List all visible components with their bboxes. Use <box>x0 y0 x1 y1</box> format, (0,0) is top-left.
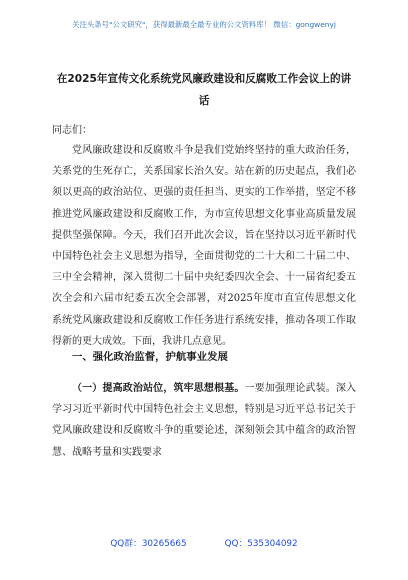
body-paragraph-2 <box>52 378 356 463</box>
subsection-heading: （一）提高政治站位，筑牢思想根基。 <box>72 383 245 394</box>
salutation: 同志们： <box>52 125 92 136</box>
footer-qq-group: QQ群：30265665 <box>110 539 187 549</box>
header-promo-note: 关注头条号"公文研究"，获得最新最全最专业的公文资料库！ 微信：gongwenyj <box>72 20 336 29</box>
body-paragraph: 党风廉政建设和反腐败斗争是我们党始终坚持的重大政治任务，关系党的生死存亡，关系国家长治久安。站在新的历史起点，我们必须以更高的政治站位、更强的责任担当、更实的工作举措，坚定不移推进党风廉政建设和反腐败工作，为市宣传思想文化事业高质量发展提供坚强保障。今天，我们召开此次会议，旨在坚持以习近平新时代中国特色社会主义思想为指导，全面贯彻党的二十大和二十届二中、三中全会精神，深入贯彻二十届中央纪委四次全会、十一届省纪委五次全会和六届市纪委五次全会部署，对2025年度市直宣传思想文化系统党风廉政建设和反腐败工作任务进行系统安排，推动各项工作取得新的更大成效。下面，我讲几点意见。 <box>52 145 356 347</box>
body-paragraph-text: 一要加强理论武装。深入学习习近平新时代中国特色社会主义思想，特别是习近平总书记关于党风廉政建设和反腐败斗争的重要论述，深刻领会其中蕴含的政治智慧、战略考量和实践要求 <box>52 383 357 458</box>
section-heading: 一、强化政治监督，护航事业发展 <box>72 351 228 363</box>
document-title: 在2025年宣传文化系统党风廉政建设和反腐败工作会议上的讲话 <box>56 73 352 107</box>
footer-qq-number: QQ：535304092 <box>224 539 298 549</box>
footer-contact <box>0 536 408 549</box>
